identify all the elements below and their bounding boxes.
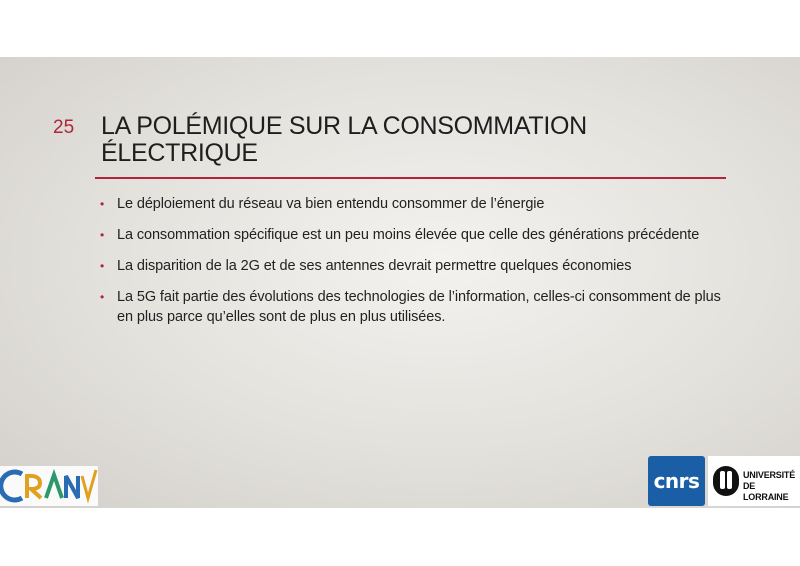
ul-monogram-icon — [713, 466, 739, 496]
slide-number: 25 — [53, 117, 75, 138]
ul-logo-line-2: DE LORRAINE — [743, 481, 789, 502]
bullet-text: Le déploiement du réseau va bien entendu consommer de l’énergie — [117, 196, 545, 212]
universite-de-lorraine-logo — [708, 456, 800, 506]
slide-title-line-2: ÉLECTRIQUE — [101, 139, 258, 167]
cran-logo-icon — [0, 466, 98, 506]
cran-logo — [0, 466, 98, 506]
bullet-list — [100, 194, 725, 338]
bullet-text: La disparition de la 2G et de ses antennes devrait permettre quelques économies — [117, 258, 632, 274]
cnrs-logo — [648, 456, 705, 506]
bullet-dot-icon: • — [100, 197, 105, 211]
title-divider — [95, 177, 726, 179]
bullet-dot-icon: • — [100, 290, 105, 304]
bullet-item — [100, 256, 725, 276]
ul-logo-text — [743, 470, 800, 503]
bullet-text: La consommation spécifique est un peu moins élevée que celle des générations précédente — [117, 227, 700, 243]
bullet-item — [100, 287, 725, 327]
cnrs-logo-text: cnrs — [653, 469, 700, 493]
slide-title-line-1: LA POLÉMIQUE SUR LA CONSOMMATION — [101, 112, 587, 140]
bullet-item — [100, 194, 725, 214]
slide-title — [101, 113, 721, 167]
bullet-item — [100, 225, 725, 245]
bullet-dot-icon: • — [100, 259, 105, 273]
bullet-dot-icon: • — [100, 228, 105, 242]
slide — [0, 57, 800, 508]
ul-logo-line-1: UNIVERSITÉ — [743, 470, 796, 480]
bullet-text: La 5G fait partie des évolutions des technologies de l’information, celles-ci consomment de plus en plus parce qu’elles sont de plus en plus utilisées. — [117, 289, 721, 325]
